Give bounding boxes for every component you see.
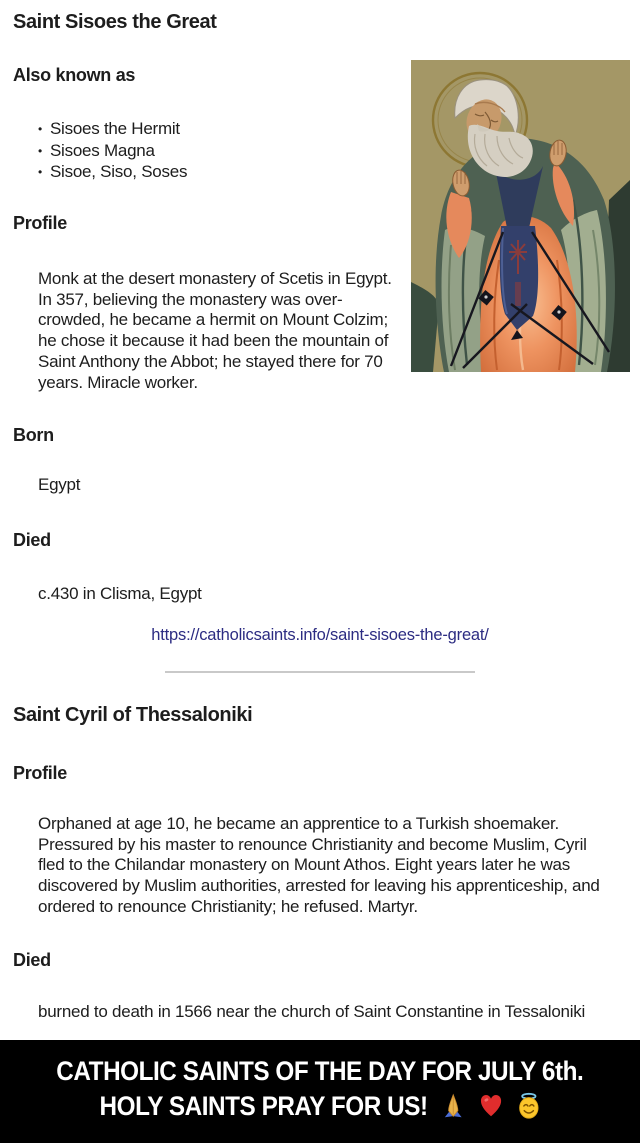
born-value: Egypt: [38, 475, 81, 494]
saint-sisoes-title: Saint Sisoes the Great: [13, 11, 217, 33]
saint-sisoes-icon-image: [411, 60, 630, 372]
source-link[interactable]: https://catholicsaints.info/saint-sisoes-the-great/: [151, 626, 489, 644]
footer-line-2: [99, 1089, 541, 1129]
died-value: c.430 in Clisma, Egypt: [38, 584, 202, 603]
section-divider: [165, 671, 475, 673]
aka-item-label: • Sisoes the Hermit: [49, 119, 180, 138]
folded-hands-emoji-icon: [440, 1092, 465, 1129]
died-value: burned to death in 1566 near the church of Saint Constantine in Tessaloniki: [38, 1002, 586, 1021]
profile-heading: Profile: [13, 213, 67, 233]
aka-list: [38, 119, 187, 184]
list-item: [38, 119, 187, 141]
profile-paragraph: Orphaned at age 10, he became an apprentice to a Turkish shoemaker. Pressured by his master to renounce Christianity and become Muslim, Cyril fled to the Chilandar monastery on Mount Athos. Eight years later he was discovered by Muslim authorities, arrested for leaving his apprenticeship, and ordered to renounce Christianity; he refused. Martyr.: [38, 814, 600, 916]
red-heart-emoji-icon: [478, 1092, 503, 1129]
smiling-face-with-halo-emoji-icon: [516, 1092, 541, 1129]
list-item: [38, 162, 187, 184]
born-heading: Born: [13, 425, 54, 445]
caption-footer: [0, 1040, 640, 1143]
profile-heading: Profile: [13, 763, 67, 783]
died-heading: Died: [13, 530, 51, 550]
footer-line-2-text: HOLY SAINTS PRAY FOR US!: [99, 1091, 428, 1121]
footer-line-1: CATHOLIC SAINTS OF THE DAY FOR JULY 6th.: [56, 1056, 584, 1086]
also-known-as-heading: Also known as: [13, 65, 136, 85]
profile-paragraph: Monk at the desert monastery of Scetis in Egypt. In 357, believing the monastery was over-crowded, he became a hermit on Mount Colzim; he chose it because it had been the mountain of Saint Anthony the Abbot; he stayed there for 70 years. Miracle worker.: [38, 269, 392, 392]
aka-item-label: • Sisoe, Siso, Soses: [49, 162, 188, 182]
aka-item-label: • Sisoes Magna: [49, 140, 155, 160]
saint-cyril-title: Saint Cyril of Thessaloniki: [13, 704, 253, 726]
source-link-row: [0, 626, 640, 645]
list-item: [38, 141, 187, 163]
died-heading: Died: [13, 950, 51, 970]
